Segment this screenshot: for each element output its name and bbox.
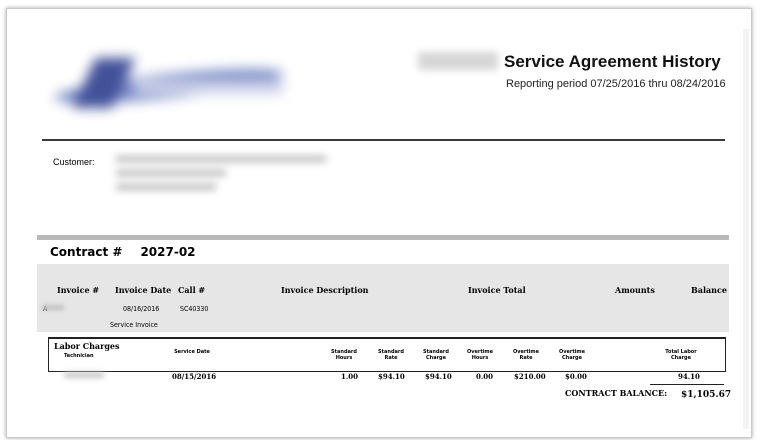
col-amounts: Amounts: [615, 285, 655, 295]
contract-heading: [50, 245, 196, 259]
labor-standard-rate: $94.10: [378, 372, 405, 381]
header-divider: [42, 139, 725, 141]
col-overtime-hours: Overtime Hours: [466, 349, 494, 361]
col-balance: Balance: [691, 285, 727, 295]
technician-name-redacted: [64, 372, 104, 378]
col-standard-hours: Standard Hours: [331, 349, 357, 361]
labor-standard-hours: 1.00: [341, 372, 359, 381]
section-divider: [37, 235, 729, 240]
company-logo: [44, 44, 306, 130]
col-standard-rate: Standard Rate: [378, 349, 404, 361]
company-name-redacted: [418, 52, 498, 70]
call-number: SC40330: [180, 305, 209, 313]
contract-balance-label: CONTRACT BALANCE:: [565, 388, 668, 398]
contract-number: 2027-02: [140, 245, 196, 259]
labor-standard-charge: $94.10: [425, 372, 452, 381]
contract-balance-value: $1,105.67: [681, 390, 732, 400]
labor-overtime-hours: 0.00: [476, 372, 494, 381]
labor-charges-title: Labor Charges: [54, 341, 120, 351]
col-service-date: Service Date: [174, 349, 210, 355]
col-invoice-total: Invoice Total: [468, 285, 526, 295]
labor-service-date: 08/15/2016: [172, 372, 217, 381]
invoice-date: 08/16/2016: [123, 305, 160, 313]
labor-overtime-charge: $0.00: [565, 372, 587, 381]
labor-overtime-rate: $210.00: [514, 372, 546, 381]
reporting-period: Reporting period 07/25/2016 thru 08/24/2016: [506, 78, 726, 90]
contract-label: Contract #: [50, 245, 123, 259]
col-overtime-rate: Overtime Rate: [512, 349, 540, 361]
col-invoice-number: Invoice #: [57, 285, 100, 295]
col-overtime-charge: Overtime Charge: [558, 349, 586, 361]
customer-label: Customer:: [53, 157, 95, 167]
labor-total-charge: 94.10: [678, 372, 700, 381]
report-title: Service Agreement History: [504, 52, 721, 71]
customer-address-redacted: [116, 156, 336, 198]
col-invoice-date: Invoice Date: [115, 285, 172, 295]
balance-underline: [650, 384, 724, 385]
col-total-labor-charge: Total Labor Charge: [665, 349, 697, 361]
col-invoice-description: Invoice Description: [281, 285, 369, 295]
col-technician: Technician: [64, 353, 94, 359]
col-standard-charge: Standard Charge: [423, 349, 449, 361]
scrollbar[interactable]: [743, 29, 749, 429]
invoice-type: Service Invoice: [110, 321, 158, 329]
invoice-number-redacted: [42, 305, 64, 310]
col-call-number: Call #: [178, 285, 206, 295]
